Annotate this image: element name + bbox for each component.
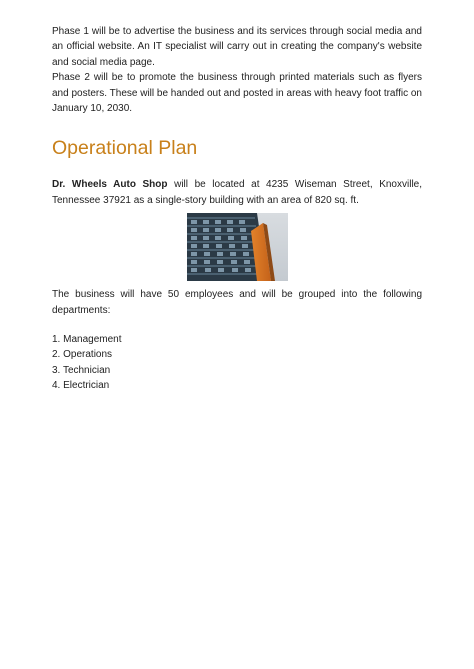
list-item: 4. Electrician bbox=[52, 380, 110, 392]
phase-2-paragraph: Phase 2 will be to promote the business through printed materials such as flyers and posters. These will be handed out and posted in areas with heavy foot traffic on January 10, 2030. bbox=[52, 72, 422, 115]
apartment-building-photo bbox=[187, 213, 288, 281]
phase-1-paragraph: Phase 1 will be to advertise the business and its services through social media and an official website. An IT specialist will carry out in creating the company's website and social media page. bbox=[52, 26, 422, 68]
employees-paragraph: The business will have 50 employees and will be grouped into the following departments: bbox=[52, 289, 422, 316]
list-item: 2. Operations bbox=[52, 349, 113, 361]
operational-plan-heading: Operational Plan bbox=[52, 137, 198, 160]
location-paragraph bbox=[52, 177, 422, 208]
photo-container bbox=[52, 213, 422, 281]
business-name: Dr. Wheels Auto Shop bbox=[52, 179, 168, 191]
departments-list bbox=[52, 332, 422, 394]
location-text: will be located at 4235 Wiseman Street, Knoxville, Tennessee 37921 as a single-story building with an area of 820 sq. ft. bbox=[52, 179, 423, 206]
list-item: 3. Technician bbox=[52, 364, 111, 376]
list-item: 1. Management bbox=[52, 334, 122, 346]
document-page bbox=[52, 24, 422, 394]
